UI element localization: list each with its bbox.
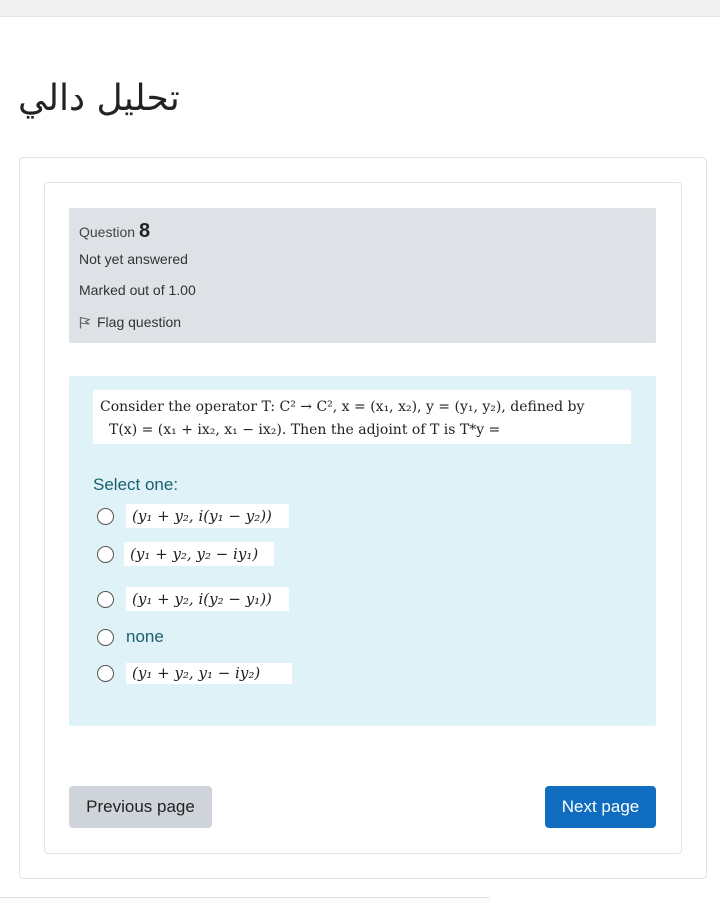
next-page-button[interactable]: Next page: [545, 786, 656, 828]
answer-option-label[interactable]: (y₁ + y₂, i(y₁ − y₂)): [126, 504, 289, 528]
question-number: [79, 220, 150, 243]
question-info-panel: [69, 208, 656, 343]
answer-option-label[interactable]: (y₁ + y₂, y₁ − iy₂): [126, 663, 292, 684]
flag-icon: [79, 316, 91, 329]
flag-question-label: Flag question: [97, 314, 182, 330]
question-text: [93, 390, 631, 444]
select-one-prompt: Select one:: [93, 475, 179, 494]
answer-radio[interactable]: [97, 546, 114, 563]
answer-option-label[interactable]: (y₁ + y₂, i(y₂ − y₁)): [126, 587, 289, 611]
question-text-line-1: Consider the operator T: C² → C², x = (x₁, x₂), y = (y₁, y₂), defined by: [100, 399, 585, 415]
question-state: Not yet answered: [79, 251, 188, 267]
answer-option-label[interactable]: (y₁ + y₂, y₂ − iy₁): [124, 542, 274, 566]
flag-question-link[interactable]: [79, 314, 181, 330]
top-bar: [0, 0, 720, 17]
previous-page-button[interactable]: Previous page: [69, 786, 212, 828]
bottom-divider: [0, 897, 490, 903]
answer-radio[interactable]: [97, 591, 114, 608]
question-text-line-2: T(x) = (x₁ + ix₂, x₁ − ix₂). Then the adjoint of T is T*y =: [109, 422, 501, 438]
question-number-value: 8: [138, 220, 151, 242]
question-content: [69, 376, 656, 726]
answer-option[interactable]: [97, 663, 292, 684]
answer-radio[interactable]: [97, 508, 114, 525]
answer-option[interactable]: [97, 587, 289, 611]
question-label: Question: [79, 224, 136, 240]
answer-radio[interactable]: [97, 629, 114, 646]
answer-option[interactable]: [97, 625, 164, 649]
question-grade: Marked out of 1.00: [79, 282, 196, 298]
page-title: تحليل دالي: [18, 78, 180, 119]
answer-radio[interactable]: [97, 665, 114, 682]
answer-option[interactable]: [97, 504, 289, 528]
answer-option-label[interactable]: none: [126, 627, 164, 646]
answer-option[interactable]: [97, 542, 274, 566]
